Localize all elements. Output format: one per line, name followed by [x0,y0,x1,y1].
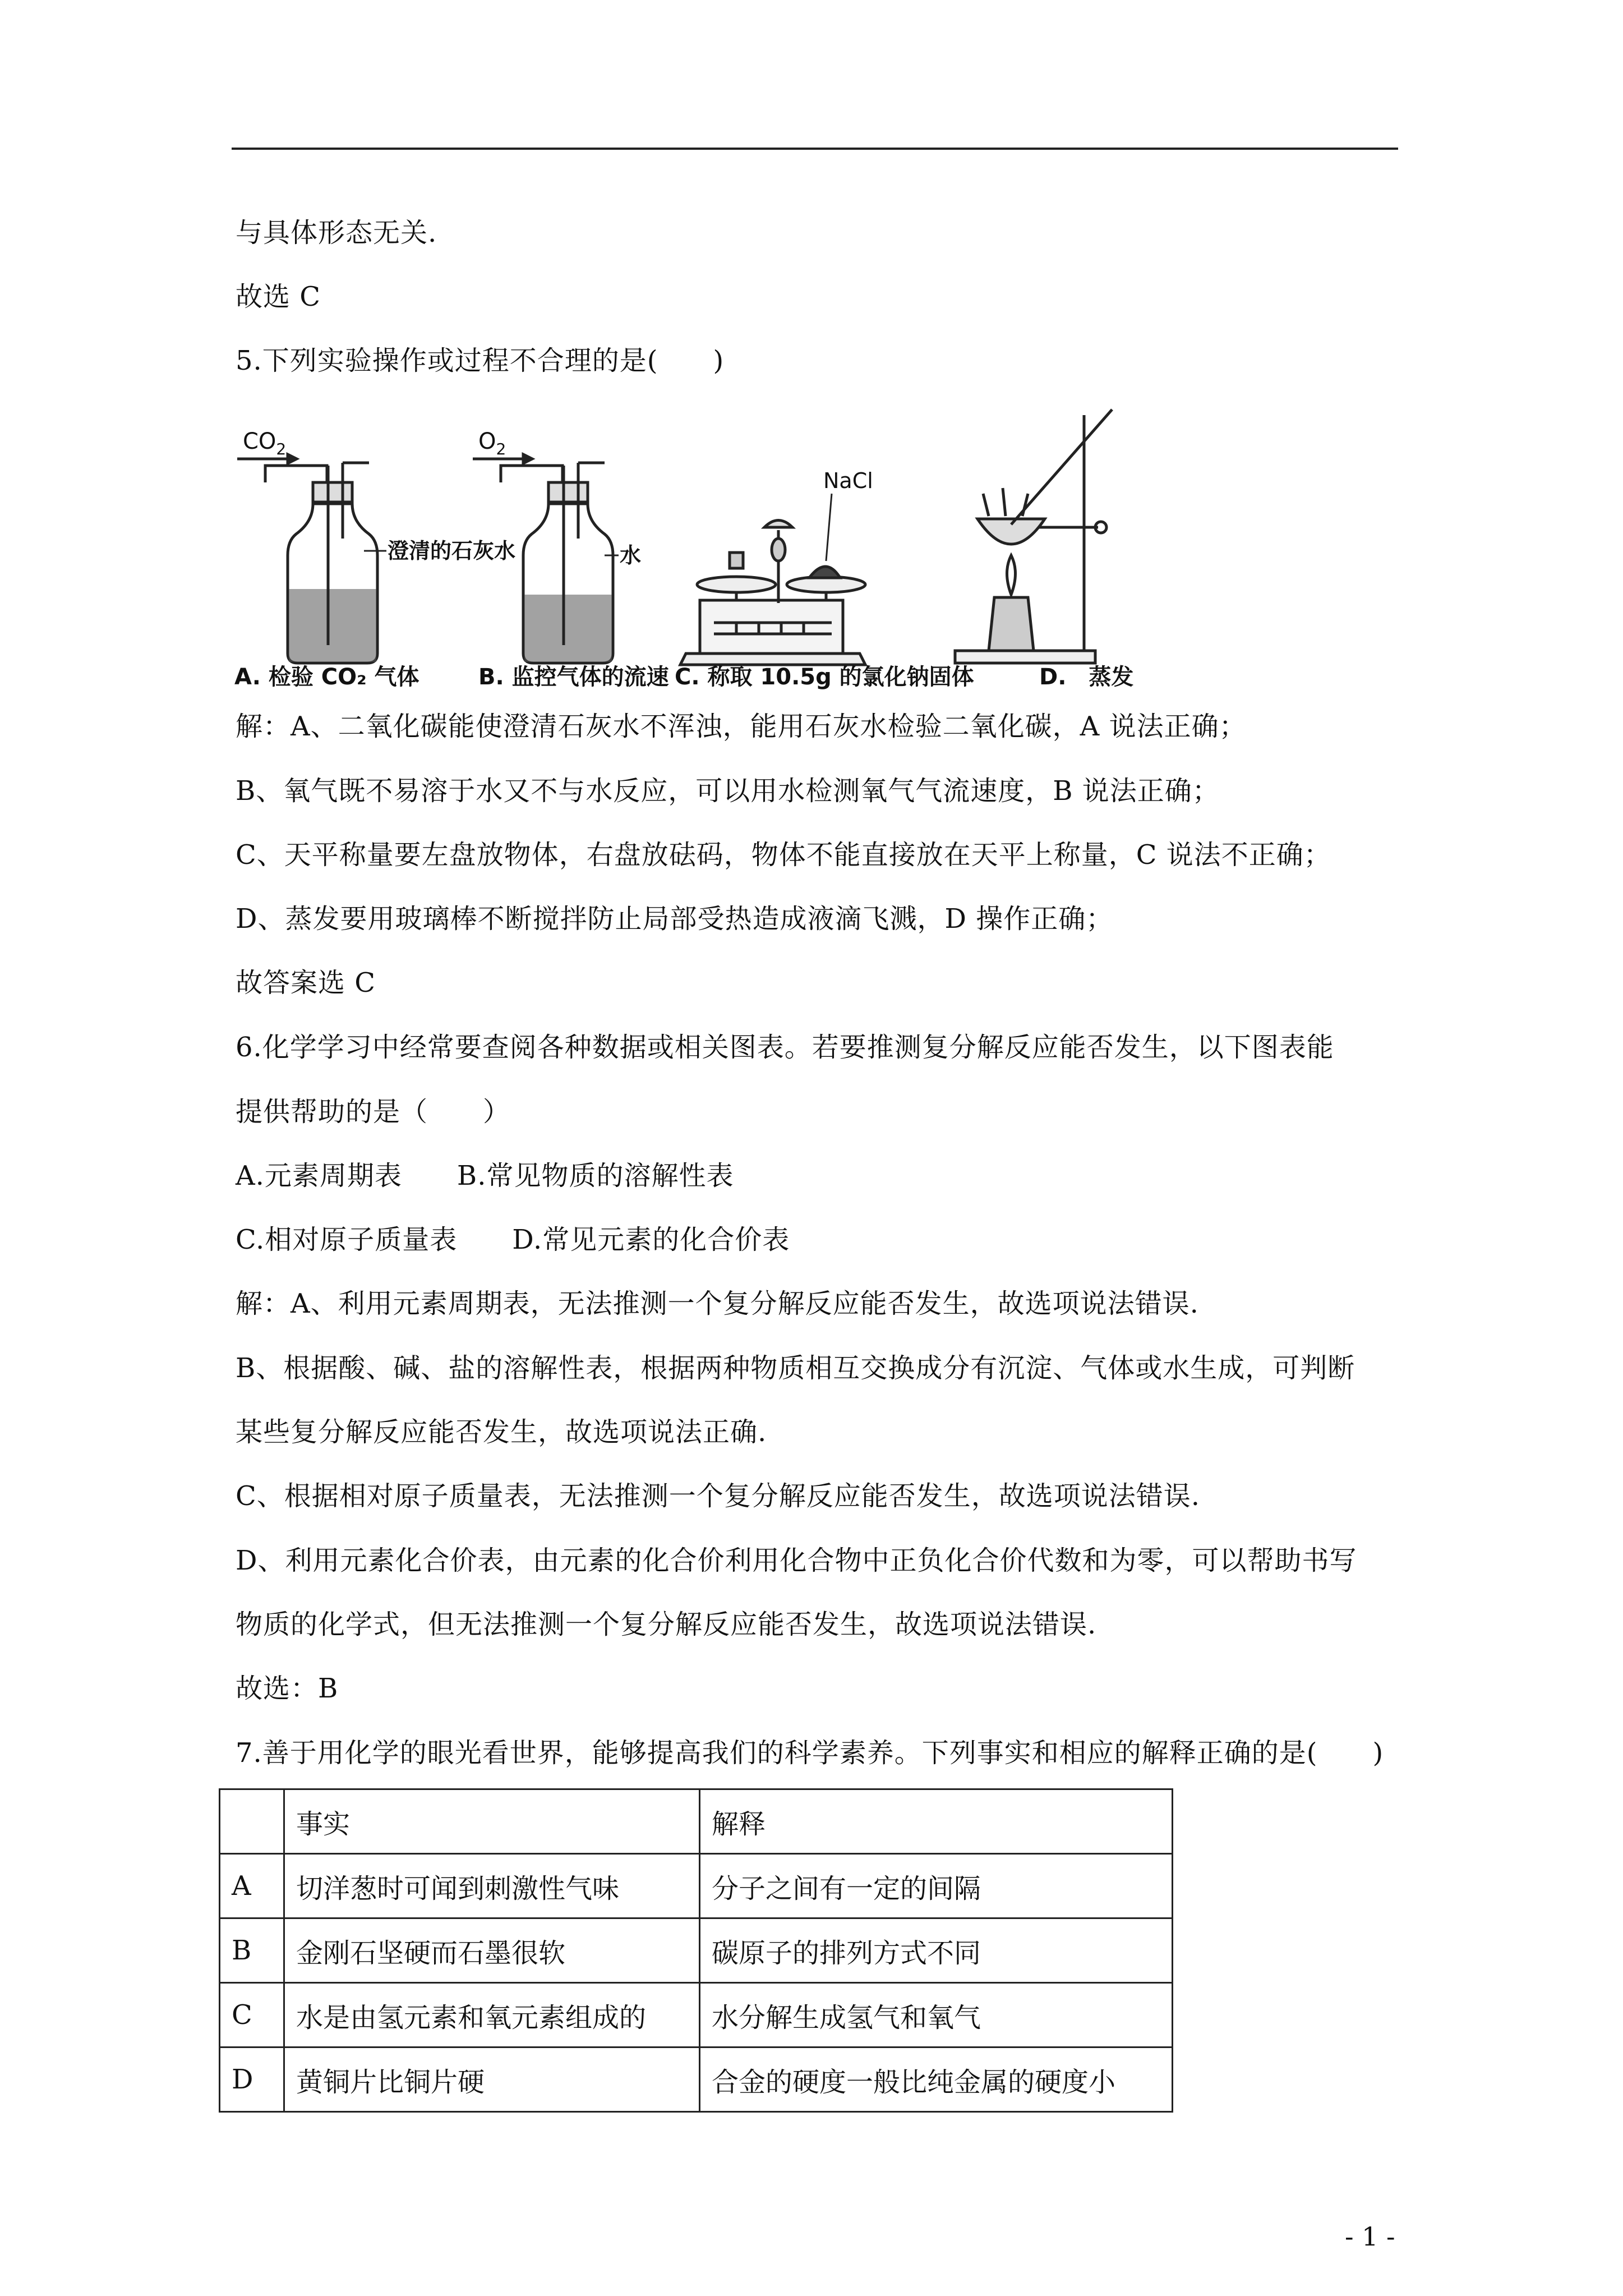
table-row [220,1918,1173,1983]
table-row [220,1854,1173,1918]
table-cell: 解释 [700,1789,1173,1854]
table-cell: 黄铜片比铜片硬 [284,2047,700,2112]
table-cell: 水是由氢元素和氧元素组成的 [284,1983,700,2047]
table-row [220,2047,1173,2112]
table-cell: 金刚石坚硬而石墨很软 [284,1918,700,1983]
apparatus-c-balance [680,521,865,665]
limewater-label: 澄清的石灰水 [388,539,516,563]
text-line: C、根据相对原子质量表，无法推测一个复分解反应能否发生，故选项说法错误. [236,1480,1200,1512]
text-line: 解：A、利用元素周期表，无法推测一个复分解反应能否发生，故选项说法错误. [236,1288,1199,1319]
text-line: 提供帮助的是（ ） [236,1096,511,1128]
page-number: - 1 - [1345,2221,1395,2252]
experiment-figure [232,404,1140,696]
table-cell [220,1789,284,1854]
question-7: 7.善于用化学的眼光看世界，能够提高我们的科学素养。下列事实和相应的解释正确的是( ) [236,1737,1384,1769]
caption-b: B. 监控气体的流速 [478,664,669,690]
text-line: 故答案选 C [236,967,376,999]
text-line: 解：A、二氧化碳能使澄清石灰水不浑浊，能用石灰水检验二氧化碳，A 说法正确； [236,711,1247,742]
table-cell: 碳原子的排列方式不同 [700,1918,1173,1983]
text-line: D、利用元素化合价表，由元素的化合价利用化合物中正负化合价代数和为零，可以帮助书写 [236,1545,1357,1576]
question-6: 6.化学学习中经常要查阅各种数据或相关图表。若要推测复分解反应能否发生，以下图表能 [236,1032,1334,1063]
text-line: D、蒸发要用玻璃棒不断搅拌防止局部受热造成液滴飞溅，D 操作正确； [236,903,1114,935]
water-label: 水 [620,543,642,568]
table-cell: B [220,1918,284,1983]
nacl-label: NaCl [823,468,873,493]
caption-d: D. 蒸发 [1039,664,1134,690]
table-cell: C [220,1983,284,2047]
table-cell: D [220,2047,284,2112]
question-5: 5.下列实验操作或过程不合理的是( ) [236,345,725,376]
gas-b-label: $O_2$ [478,429,506,458]
text-line: 故选 C [236,281,321,312]
table-cell: 水分解生成氢气和氧气 [700,1983,1173,2047]
text-line: B、氧气既不易溶于水又不与水反应，可以用水检测氧气气流速度，B 说法正确； [236,775,1220,807]
text-line: C、天平称量要左盘放物体，右盘放砝码，物体不能直接放在天平上称量，C 说法不正确； [236,839,1331,871]
table-row [220,1983,1173,2047]
text-line: 某些复分解反应能否发生，故选项说法正确. [236,1416,767,1448]
text-line: 物质的化学式，但无法推测一个复分解反应能否发生，故选项说法错误. [236,1609,1097,1640]
text-line: 与具体形态无关. [236,217,437,249]
gas-a-label: $CO_2$ [243,429,287,458]
apparatus-a-bottle [237,454,377,663]
caption-a: A. 检验 CO₂ 气体 [234,664,419,690]
table-header-row [220,1789,1173,1854]
table-cell: 合金的硬度一般比纯金属的硬度小 [700,2047,1173,2112]
apparatus-d-evaporation [955,409,1112,663]
header-rule [232,148,1398,150]
caption-c: C. 称取 10.5g 的氯化钠固体 [675,664,974,690]
table-cell: A [220,1854,284,1918]
table-cell: 切洋葱时可闻到刺激性气味 [284,1854,700,1918]
text-line: 故选：B [236,1673,339,1704]
option-line: C.相对原子质量表 D.常见元素的化合价表 [236,1224,790,1255]
text-line: B、根据酸、碱、盐的溶解性表，根据两种物质相互交换成分有沉淀、气体或水生成，可判断 [236,1352,1355,1384]
table-cell: 分子之间有一定的间隔 [700,1854,1173,1918]
option-line: A.元素周期表 B.常见物质的溶解性表 [236,1160,734,1191]
facts-table [219,1788,1173,2113]
table-cell: 事实 [284,1789,700,1854]
